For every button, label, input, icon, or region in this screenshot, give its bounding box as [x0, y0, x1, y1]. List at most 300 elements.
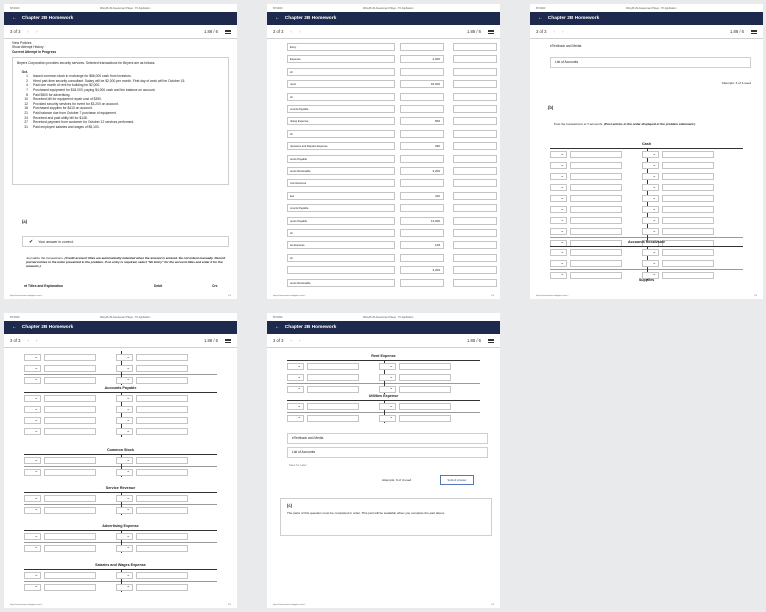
right-amount-input[interactable]: [662, 260, 714, 267]
left-date-select[interactable]: [24, 428, 41, 435]
right-date-select[interactable]: [116, 533, 133, 540]
right-amount-input[interactable]: [136, 417, 188, 424]
left-amount-input[interactable]: [44, 507, 96, 514]
account-title-input[interactable]: sh: [287, 93, 395, 101]
right-date-select[interactable]: [379, 415, 396, 422]
account-title-input[interactable]: ounts Payable: [287, 155, 395, 163]
right-date-select[interactable]: [116, 495, 133, 502]
right-date-select[interactable]: [116, 417, 133, 424]
transaction-text: Received and paid utility bill for $148.: [33, 115, 88, 120]
account-title-input[interactable]: ntenance and Repairs Expense: [287, 142, 395, 150]
left-date-select[interactable]: [550, 173, 567, 180]
question-position: 3 of 3: [273, 338, 284, 343]
journal-row: [267, 277, 500, 289]
debit-input[interactable]: 18,000: [400, 80, 444, 88]
right-amount-input[interactable]: [136, 365, 188, 372]
debit-input[interactable]: [400, 229, 444, 237]
t-account-title: Supplies: [638, 278, 655, 282]
left-amount-input[interactable]: [570, 184, 622, 191]
t-account-total-row: [24, 542, 217, 553]
debit-input[interactable]: 500: [400, 117, 444, 125]
transaction-text: Received payment from customer for October 12 services performed.: [33, 120, 135, 125]
journal-row: [267, 103, 500, 115]
question-position: 3 of 3: [536, 29, 547, 34]
next-question-icon[interactable]: ›: [35, 338, 38, 343]
t-account-common-stock: [24, 448, 217, 477]
right-amount-input[interactable]: [136, 406, 188, 413]
transaction-day: 8: [26, 92, 28, 97]
left-date-select[interactable]: [24, 584, 41, 591]
right-date-select[interactable]: [116, 457, 133, 464]
right-date-select[interactable]: [116, 395, 133, 402]
account-title-input[interactable]: Entry: [287, 43, 395, 51]
account-title-input[interactable]: counts Payable: [287, 204, 395, 212]
credit-input[interactable]: [453, 192, 497, 200]
left-amount-input[interactable]: [570, 206, 622, 213]
prev-question-icon[interactable]: ‹: [27, 29, 29, 34]
credit-input[interactable]: [453, 241, 497, 249]
right-date-select[interactable]: [116, 469, 133, 476]
right-date-select[interactable]: [379, 374, 396, 381]
etextbook-link[interactable]: eTextbook and Media: [287, 433, 488, 444]
right-amount-input[interactable]: [399, 386, 451, 393]
print-header: [267, 4, 500, 12]
right-date-select[interactable]: [642, 228, 659, 235]
problem-statement: [12, 57, 229, 185]
right-date-select[interactable]: [379, 386, 396, 393]
print-title: WileyPLUS Assessment Player - TF Application: [100, 6, 151, 10]
back-arrow-icon[interactable]: ←: [275, 325, 280, 330]
debit-input[interactable]: 390: [400, 142, 444, 150]
transaction-text: Received bill for equipment repair cost of $390.: [33, 97, 102, 102]
list-of-accounts-link[interactable]: List of Accounts: [287, 447, 488, 458]
post-instructions-lead: Post the transactions to T-accounts.: [554, 122, 604, 126]
right-date-select[interactable]: [642, 173, 659, 180]
t-account-title: Rent Expense: [371, 354, 396, 358]
next-question-icon[interactable]: ›: [35, 29, 38, 34]
submit-answer-button[interactable]: Submit Answer: [440, 475, 474, 485]
footer-page: 4/5: [228, 603, 231, 606]
t-account-title: Cash: [641, 142, 652, 146]
left-date-select[interactable]: [24, 507, 41, 514]
right-date-select[interactable]: [116, 354, 133, 361]
t-account-title: Common Stock: [106, 448, 135, 452]
right-date-select[interactable]: [642, 151, 659, 158]
debit-input[interactable]: [400, 279, 444, 287]
left-date-select[interactable]: [550, 217, 567, 224]
t-account-total-row: [24, 374, 217, 385]
account-title-input[interactable]: ment: [287, 80, 395, 88]
right-date-select[interactable]: [116, 377, 133, 384]
back-arrow-icon[interactable]: ←: [538, 16, 543, 21]
credit-input[interactable]: [453, 254, 497, 262]
correct-banner: [22, 236, 229, 247]
account-title-input[interactable]: rtising Expense: [287, 117, 395, 125]
transaction-day: 7: [26, 88, 28, 92]
part-b-label: (b): [548, 105, 554, 110]
menu-icon[interactable]: [751, 30, 757, 34]
t-account-cash: [550, 142, 743, 248]
left-amount-input[interactable]: [570, 260, 622, 267]
left-amount-input[interactable]: [570, 228, 622, 235]
left-amount-input[interactable]: [307, 403, 359, 410]
menu-icon[interactable]: [488, 30, 494, 34]
left-amount-input[interactable]: [307, 374, 359, 381]
right-amount-input[interactable]: [662, 195, 714, 202]
right-date-select[interactable]: [116, 572, 133, 579]
view-policies-link[interactable]: View Policies: [12, 41, 32, 45]
credit-input[interactable]: [453, 167, 497, 175]
account-title-input[interactable]: ounts Payable: [287, 217, 395, 225]
save-for-later-button[interactable]: Save for Later: [289, 463, 307, 467]
check-icon: ✔: [29, 238, 34, 245]
right-date-select[interactable]: [379, 363, 396, 370]
right-amount-input[interactable]: [399, 363, 451, 370]
left-date-select[interactable]: [550, 249, 567, 256]
print-footer: [4, 292, 237, 299]
left-amount-input[interactable]: [44, 545, 96, 552]
left-amount-input[interactable]: [44, 365, 96, 372]
prev-question-icon[interactable]: ‹: [290, 338, 292, 343]
credit-input[interactable]: [453, 217, 497, 225]
account-title-input[interactable]: ies Expense: [287, 241, 395, 249]
left-amount-input[interactable]: [44, 377, 96, 384]
transaction-day: 24: [24, 115, 28, 120]
debit-input[interactable]: [400, 155, 444, 163]
debit-input[interactable]: [400, 68, 444, 76]
left-amount-input[interactable]: [44, 533, 96, 540]
right-amount-input[interactable]: [662, 173, 714, 180]
footer-page: 3/5: [754, 294, 757, 297]
credit-input[interactable]: [453, 155, 497, 163]
right-amount-input[interactable]: [136, 354, 188, 361]
t-account-total-row: [24, 504, 217, 515]
next-question-icon[interactable]: ›: [561, 29, 564, 34]
right-amount-input[interactable]: [136, 584, 188, 591]
left-date-select[interactable]: [550, 228, 567, 235]
t-account-title: Salaries and Wages Expense: [95, 563, 146, 567]
debit-input[interactable]: 148: [400, 241, 444, 249]
debit-input[interactable]: [400, 254, 444, 262]
account-title-input[interactable]: ounts Receivable: [287, 167, 395, 175]
left-amount-input[interactable]: [570, 249, 622, 256]
credit-input[interactable]: [453, 266, 497, 274]
t-account-total-row: [287, 412, 480, 423]
transaction-day: 27: [24, 120, 28, 125]
show-attempt-history-link[interactable]: Show Attempt History: [12, 45, 44, 50]
t-account-title: Advertising Expense: [102, 524, 139, 528]
left-amount-input[interactable]: [44, 417, 96, 424]
left-date-select[interactable]: [550, 260, 567, 267]
left-amount-input[interactable]: [570, 151, 622, 158]
right-amount-input[interactable]: [662, 217, 714, 224]
next-question-icon[interactable]: ›: [298, 29, 301, 34]
right-date-select[interactable]: [116, 545, 133, 552]
debit-input[interactable]: 14,000: [400, 217, 444, 225]
debit-input[interactable]: [400, 130, 444, 138]
journal-row: [267, 264, 500, 276]
post-instructions-italic: (Post entries in the order displayed in the problem statement.): [604, 122, 696, 126]
left-date-select[interactable]: [550, 184, 567, 191]
question-position: 3 of 3: [10, 29, 21, 34]
left-date-select[interactable]: [24, 533, 41, 540]
debit-input[interactable]: [400, 204, 444, 212]
debit-input[interactable]: [400, 43, 444, 51]
journal-row: [267, 78, 500, 90]
left-date-select[interactable]: [24, 457, 41, 464]
instructions-italic: (Credit account titles are automatically indented when the amount is entered. Do not indent manually. Record journal entries in the order presented in the problem. If no entry is required, select "No Entry" for the account titles and enter 0 for the amounts.): [26, 256, 226, 269]
left-date-select[interactable]: [24, 417, 41, 424]
footer-url: https://assessment.wileyplus.com/...: [273, 603, 307, 606]
left-date-select[interactable]: [24, 377, 41, 384]
left-date-select[interactable]: [550, 195, 567, 202]
left-amount-input[interactable]: [570, 217, 622, 224]
left-amount-input[interactable]: [307, 363, 359, 370]
account-title-input[interactable]: sh: [287, 254, 395, 262]
debit-input[interactable]: [400, 105, 444, 113]
credit-input[interactable]: [453, 93, 497, 101]
debit-input[interactable]: [400, 93, 444, 101]
back-arrow-icon[interactable]: ←: [275, 16, 280, 21]
right-date-select[interactable]: [642, 195, 659, 202]
prev-question-icon[interactable]: ‹: [290, 29, 292, 34]
left-date-select[interactable]: [287, 403, 304, 410]
credit-input[interactable]: [453, 279, 497, 287]
t-account-total-row: [287, 383, 480, 394]
right-date-select[interactable]: [642, 206, 659, 213]
right-amount-input[interactable]: [662, 151, 714, 158]
right-amount-input[interactable]: [662, 206, 714, 213]
right-date-select[interactable]: [116, 406, 133, 413]
account-title-input[interactable]: [287, 266, 395, 274]
journal-row: [267, 239, 500, 251]
prev-question-icon[interactable]: ‹: [553, 29, 555, 34]
next-question-icon[interactable]: ›: [298, 338, 301, 343]
right-date-select[interactable]: [642, 260, 659, 267]
right-amount-input[interactable]: [136, 428, 188, 435]
credit-input[interactable]: [453, 204, 497, 212]
t-account-total-row: [24, 466, 217, 477]
right-amount-input[interactable]: [136, 533, 188, 540]
left-amount-input[interactable]: [44, 406, 96, 413]
left-amount-input[interactable]: [307, 415, 359, 422]
left-date-select[interactable]: [24, 572, 41, 579]
part-c-label: (c): [287, 503, 293, 508]
t-account-accounts-receivable: [550, 240, 743, 280]
menu-icon[interactable]: [225, 339, 231, 343]
nav-title: Chapter 2B Homework: [284, 325, 337, 330]
left-date-select[interactable]: [550, 162, 567, 169]
transaction-text: Hired part-time security consultant. Salary will be $2,000 per month. First day of work will be October 15.: [33, 78, 186, 83]
footer-page: 2/5: [491, 294, 494, 297]
left-date-select[interactable]: [287, 415, 304, 422]
t-account-title: Accounts Payable: [104, 386, 137, 390]
left-date-select[interactable]: [24, 469, 41, 476]
left-amount-input[interactable]: [570, 162, 622, 169]
account-title-input[interactable]: ounts Receivable: [287, 279, 395, 287]
right-date-select[interactable]: [642, 217, 659, 224]
t-account-total-row: [24, 581, 217, 592]
right-amount-input[interactable]: [662, 228, 714, 235]
right-amount-input[interactable]: [136, 545, 188, 552]
account-title-input[interactable]: counts Payable: [287, 105, 395, 113]
journal-column-headers: [24, 284, 231, 288]
print-date: 8/7/2020: [536, 6, 546, 10]
nav-bar: [267, 12, 500, 25]
part-c-message: The parts of this question must be completed in order. This part will be available when you complete the part above.: [287, 511, 446, 515]
left-date-select[interactable]: [550, 151, 567, 158]
left-date-select[interactable]: [24, 406, 41, 413]
account-title-input[interactable]: vice Revenue: [287, 179, 395, 187]
right-amount-input[interactable]: [399, 403, 451, 410]
credit-input[interactable]: [453, 117, 497, 125]
debit-input[interactable]: 410: [400, 192, 444, 200]
left-amount-input[interactable]: [44, 428, 96, 435]
account-title-input[interactable]: Expense: [287, 55, 395, 63]
credit-input[interactable]: [453, 68, 497, 76]
right-amount-input[interactable]: [136, 507, 188, 514]
debit-input[interactable]: 3,200: [400, 266, 444, 274]
back-arrow-icon[interactable]: ←: [12, 325, 17, 330]
question-bar: [4, 25, 237, 39]
transaction-text: Paid one month of rent for building for $2,000.: [33, 83, 101, 88]
page-5: [267, 313, 500, 608]
journal-row: [267, 202, 500, 214]
journal-entry-table: [267, 39, 500, 289]
left-date-select[interactable]: [550, 206, 567, 213]
left-amount-input[interactable]: [44, 495, 96, 502]
credit-input[interactable]: [453, 142, 497, 150]
credit-input[interactable]: [453, 80, 497, 88]
journal-row: [267, 91, 500, 103]
nav-title: Chapter 2B Homework: [21, 16, 74, 21]
t-account-salaries-expense: [24, 563, 217, 592]
right-amount-input[interactable]: [136, 457, 188, 464]
right-amount-input[interactable]: [136, 395, 188, 402]
left-amount-input[interactable]: [44, 354, 96, 361]
left-date-select[interactable]: [24, 495, 41, 502]
attempts-used-a: Attempts: 3 of 4 used: [721, 81, 751, 85]
t-account-title: Utilities Expense: [368, 394, 399, 398]
left-amount-input[interactable]: [307, 386, 359, 393]
list-of-accounts-link[interactable]: List of Accounts: [550, 57, 751, 68]
t-account-utilities-expense: [287, 394, 480, 423]
footer-url: https://assessment.wileyplus.com/...: [10, 294, 44, 297]
print-date: 8/7/2020: [273, 6, 283, 10]
credit-input[interactable]: [453, 179, 497, 187]
credit-input[interactable]: [453, 105, 497, 113]
transaction-text: Purchased supplies for $410 on account.: [33, 106, 93, 111]
left-date-select[interactable]: [287, 363, 304, 370]
footer-url: https://assessment.wileyplus.com/...: [536, 294, 570, 297]
account-title-input[interactable]: sh: [287, 68, 395, 76]
left-amount-input[interactable]: [44, 572, 96, 579]
left-amount-input[interactable]: [44, 584, 96, 591]
col-debit-header: Debit: [154, 284, 163, 288]
correct-message: Your answer is correct.: [38, 239, 74, 244]
journal-row: [267, 165, 500, 177]
right-date-select[interactable]: [116, 428, 133, 435]
print-header: [4, 4, 237, 12]
account-title-input[interactable]: sh: [287, 229, 395, 237]
left-date-select[interactable]: [24, 365, 41, 372]
left-amount-input[interactable]: [44, 395, 96, 402]
right-date-select[interactable]: [116, 584, 133, 591]
right-amount-input[interactable]: [662, 162, 714, 169]
transaction-text: Paid balance due from October 7 purchase of equipment.: [33, 110, 117, 115]
transaction-list: [17, 74, 224, 129]
right-amount-input[interactable]: [136, 469, 188, 476]
left-date-select[interactable]: [24, 545, 41, 552]
print-date: 8/7/2020: [10, 315, 20, 319]
right-amount-input[interactable]: [399, 415, 451, 422]
back-arrow-icon[interactable]: ←: [12, 16, 17, 21]
journal-row: [267, 153, 500, 165]
credit-input[interactable]: [453, 55, 497, 63]
right-date-select[interactable]: [642, 249, 659, 256]
debit-input[interactable]: 2,000: [400, 55, 444, 63]
right-date-select[interactable]: [379, 403, 396, 410]
right-date-select[interactable]: [116, 365, 133, 372]
left-amount-input[interactable]: [44, 469, 96, 476]
journal-row: [267, 115, 500, 127]
left-date-select[interactable]: [24, 354, 41, 361]
account-title-input[interactable]: lies: [287, 192, 395, 200]
right-date-select[interactable]: [116, 507, 133, 514]
journal-row: [267, 227, 500, 239]
print-title: WileyPLUS Assessment Player - TF Application: [363, 315, 414, 319]
prev-question-icon[interactable]: ‹: [27, 338, 29, 343]
right-amount-input[interactable]: [662, 249, 714, 256]
print-footer: [4, 601, 237, 608]
debit-input[interactable]: 3,200: [400, 167, 444, 175]
part-a-label: (a): [22, 219, 28, 224]
right-amount-input[interactable]: [399, 374, 451, 381]
journal-row: [267, 66, 500, 78]
right-date-select[interactable]: [642, 184, 659, 191]
credit-input[interactable]: [453, 130, 497, 138]
nav-bar: [4, 321, 237, 334]
left-date-select[interactable]: [24, 395, 41, 402]
right-amount-input[interactable]: [136, 377, 188, 384]
question-bar: [267, 334, 500, 348]
nav-bar: [4, 12, 237, 25]
credit-input[interactable]: [453, 43, 497, 51]
footer-url: https://assessment.wileyplus.com/...: [10, 603, 44, 606]
menu-icon[interactable]: [488, 339, 494, 343]
credit-input[interactable]: [453, 229, 497, 237]
account-title-input[interactable]: sh: [287, 130, 395, 138]
right-amount-input[interactable]: [136, 572, 188, 579]
right-date-select[interactable]: [642, 162, 659, 169]
left-amount-input[interactable]: [570, 173, 622, 180]
right-amount-input[interactable]: [662, 184, 714, 191]
nav-bar: [530, 12, 763, 25]
transaction-text: Paid employee salaries and wages of $5,100.: [33, 124, 100, 129]
nav-bar: [267, 321, 500, 334]
left-amount-input[interactable]: [44, 457, 96, 464]
left-date-select[interactable]: [287, 386, 304, 393]
question-position: 3 of 3: [10, 338, 21, 343]
journal-row: [267, 252, 500, 264]
left-amount-input[interactable]: [570, 195, 622, 202]
left-date-select[interactable]: [287, 374, 304, 381]
menu-icon[interactable]: [225, 30, 231, 34]
footer-page: 1/5: [228, 294, 231, 297]
etextbook-link[interactable]: eTextbook and Media: [550, 44, 582, 48]
debit-input[interactable]: [400, 179, 444, 187]
right-amount-input[interactable]: [136, 495, 188, 502]
